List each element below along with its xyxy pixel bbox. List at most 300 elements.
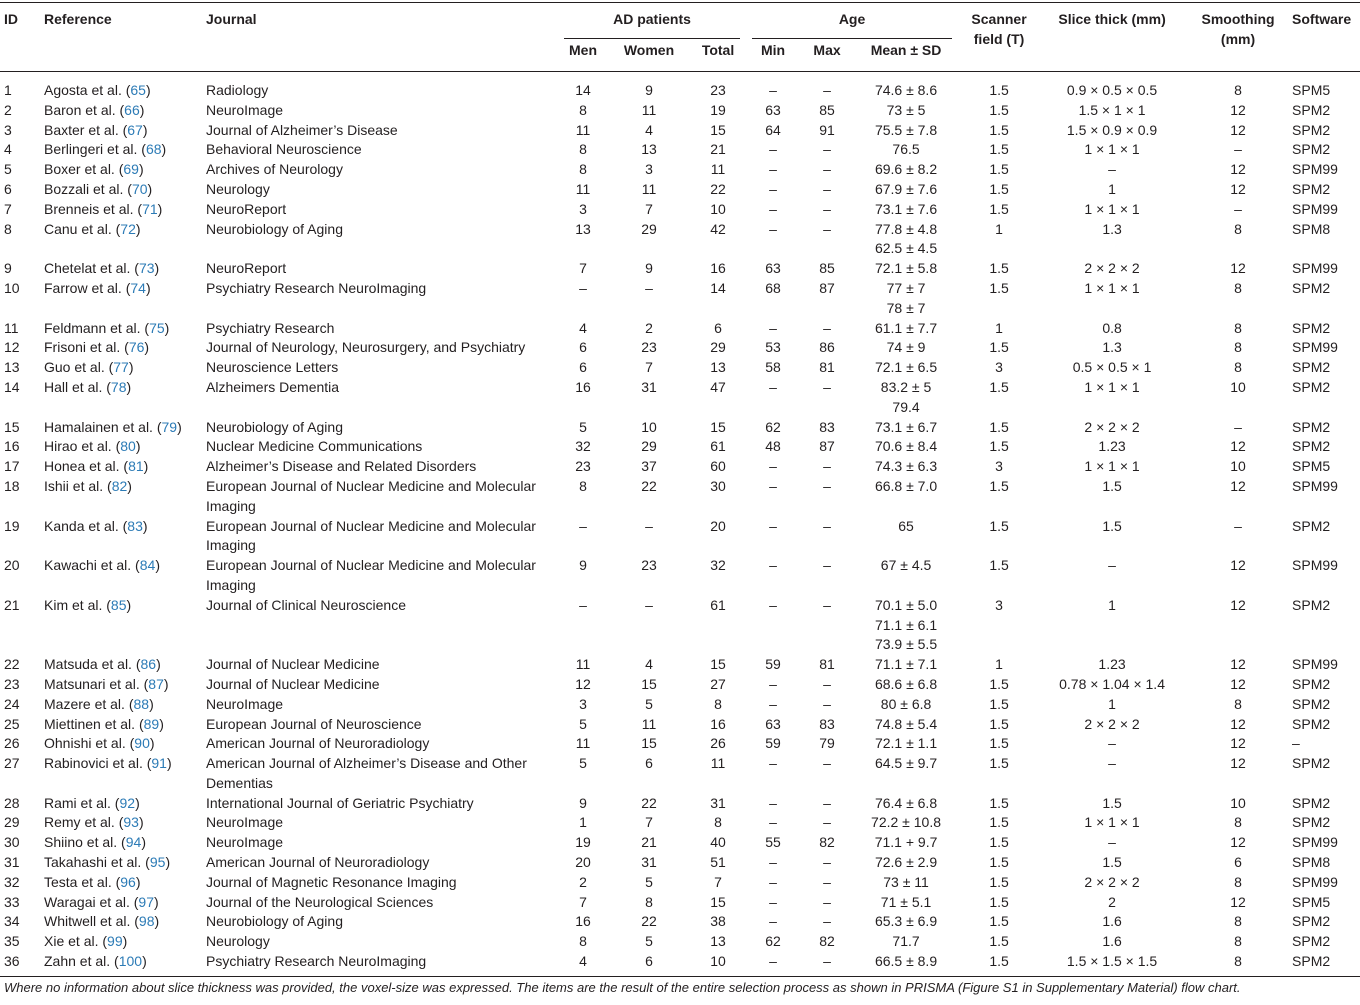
- cell-id: 21: [4, 596, 20, 613]
- cell-id: 14: [4, 378, 20, 395]
- cell-id: 11: [4, 319, 19, 336]
- table-row: [0, 952, 1360, 976]
- cell-slice-thick: 1.23: [1098, 438, 1126, 455]
- cell-age-min: –: [769, 477, 777, 494]
- cell-smoothing: 12: [1230, 180, 1246, 197]
- cell-total: 10: [710, 200, 726, 217]
- age-mean-line: 67 ± 4.5: [880, 557, 932, 574]
- cell-women: 9: [645, 82, 653, 98]
- table-row: [0, 279, 1360, 319]
- reference-number: 76: [128, 339, 145, 356]
- cell-journal: Psychiatry Research NeuroImaging: [206, 279, 427, 296]
- cell-age-min: –: [769, 458, 777, 475]
- cell-women: 4: [645, 121, 653, 138]
- reference-author: Xie et al.: [44, 933, 99, 950]
- cell-total: 13: [710, 933, 726, 950]
- cell-software: SPM99: [1292, 656, 1338, 673]
- cell-age-mean: [854, 655, 958, 675]
- cell-journal: [206, 556, 558, 596]
- cell-journal: Journal of Nuclear Medicine: [206, 656, 380, 673]
- reference-author: Hirao et al.: [44, 438, 112, 455]
- cell-age-min: 53: [765, 339, 781, 356]
- reference-author: Hall et al.: [44, 378, 103, 395]
- cell-reference: Testa et al. (96): [44, 873, 141, 890]
- table-row: [0, 734, 1360, 754]
- cell-reference: Baxter et al. (67): [44, 121, 148, 138]
- cell-scanner-field: 1.5: [989, 161, 1009, 178]
- cell-women: 6: [645, 755, 653, 772]
- reference-author: Bozzali et al.: [44, 180, 124, 197]
- reference-number: 85: [110, 596, 127, 613]
- cell-age-mean: [854, 893, 958, 913]
- journal-line: Imaging: [206, 576, 256, 593]
- cell-slice-thick: –: [1108, 161, 1116, 178]
- table-row: [0, 873, 1360, 893]
- cell-id: 22: [4, 656, 20, 673]
- reference-author: Brenneis et al.: [44, 200, 134, 217]
- cell-age-max: –: [823, 220, 831, 237]
- cell-men: 23: [575, 458, 591, 475]
- cell-id: 12: [4, 339, 20, 356]
- cell-smoothing: 8: [1184, 952, 1292, 976]
- cell-scanner-field: 1: [995, 656, 1003, 673]
- cell-slice-thick: 1: [1108, 596, 1116, 613]
- cell-men: 6: [579, 339, 587, 356]
- cell-men: 11: [575, 121, 591, 138]
- cell-women: 11: [641, 715, 657, 732]
- cell-id: 33: [4, 893, 20, 910]
- cell-software: SPM2: [1292, 952, 1360, 976]
- age-mean-line: 78 ± 7: [886, 299, 926, 316]
- reference-author: Farrow et al.: [44, 279, 122, 296]
- cell-men: 8: [579, 141, 587, 158]
- age-mean-line: 65: [898, 517, 914, 534]
- cell-age-min: –: [769, 200, 777, 217]
- cell-reference: Shiino et al. (94): [44, 834, 146, 851]
- reference-number: 93: [123, 814, 139, 831]
- cell-scanner-field: 1.5: [989, 260, 1009, 277]
- cell-total: 31: [710, 794, 726, 811]
- cell-software: SPM2: [1292, 378, 1331, 395]
- cell-scanner-field: 1.5: [989, 834, 1009, 851]
- cell-men: 32: [575, 438, 591, 455]
- reference-author: Ishii et al.: [44, 477, 104, 494]
- reference-author: Ohnishi et al.: [44, 735, 126, 752]
- cell-age-min: –: [769, 557, 777, 574]
- cell-scanner-field: 1.5: [958, 952, 1040, 976]
- cell-women: –: [645, 517, 653, 534]
- cell-slice-thick: 1 × 1 × 1: [1084, 200, 1140, 217]
- cell-smoothing: 8: [1234, 695, 1242, 712]
- table-row: [0, 932, 1360, 952]
- cell-total: 51: [710, 854, 726, 871]
- cell-slice-thick: 1 × 1 × 1: [1084, 458, 1140, 475]
- age-mean-line: 66.5 ± 8.9: [874, 953, 938, 970]
- cell-age-mean: [854, 200, 958, 220]
- cell-id: 17: [4, 458, 20, 475]
- cell-software: SPM2: [1292, 596, 1331, 613]
- reference-author: Hamalainen et al.: [44, 418, 153, 435]
- reference-number: 69: [123, 161, 139, 178]
- cell-age-max: 79: [819, 735, 835, 752]
- cell-slice-thick: 1.5: [1102, 794, 1122, 811]
- cell-reference: Feldmann et al. (75): [44, 319, 170, 336]
- cell-slice-thick: 2 × 2 × 2: [1084, 715, 1140, 732]
- cell-total: 47: [710, 378, 726, 395]
- cell-total: 30: [710, 477, 726, 494]
- cell-men: 19: [575, 834, 591, 851]
- cell-journal: Radiology: [206, 82, 269, 98]
- cell-reference: Ohnishi et al. (90): [44, 735, 155, 752]
- reference-author: Takahashi et al.: [44, 854, 142, 871]
- cell-id: 24: [4, 695, 20, 712]
- cell-age-min: –: [769, 854, 777, 871]
- cell-age-max: –: [823, 141, 831, 158]
- cell-total: 8: [714, 695, 722, 712]
- cell-age-min: –: [769, 675, 777, 692]
- cell-software: SPM2: [1292, 913, 1331, 930]
- cell-scanner-field: 1.5: [989, 735, 1009, 752]
- cell-age-max: –: [823, 794, 831, 811]
- reference-number: 98: [138, 913, 155, 930]
- cell-scanner-field: 1.5: [989, 794, 1009, 811]
- cell-age-mean: [854, 734, 958, 754]
- age-mean-line: 74.3 ± 6.3: [874, 458, 938, 475]
- journal-line: Imaging: [206, 537, 256, 554]
- header-age: [746, 0, 958, 39]
- cell-total: 38: [710, 913, 726, 930]
- cell-smoothing: 8: [1234, 82, 1242, 98]
- cell-reference: Chetelat et al. (73): [44, 260, 160, 277]
- cell-age-max: –: [800, 952, 854, 976]
- cell-slice-thick: 2: [1108, 893, 1116, 910]
- cell-age-mean: [854, 72, 958, 101]
- age-mean-line: 73.9 ± 5.5: [874, 636, 938, 653]
- cell-id: 20: [4, 557, 20, 574]
- cell-journal: Alzheimer’s Disease and Related Disorders: [206, 458, 477, 475]
- cell-scanner-field: 1.5: [989, 339, 1009, 356]
- cell-women: 15: [641, 735, 657, 752]
- table-row: [0, 517, 1360, 557]
- cell-id: 4: [4, 141, 12, 158]
- cell-id: 9: [4, 260, 12, 277]
- cell-age-min: 62: [765, 933, 781, 950]
- cell-age-min: –: [769, 82, 777, 98]
- reference-number: 92: [119, 794, 136, 811]
- cell-men: 11: [575, 180, 591, 197]
- cell-software: SPM99: [1292, 260, 1338, 277]
- cell-age-max: 81: [819, 656, 835, 673]
- reference-author: Guo et al.: [44, 359, 105, 376]
- cell-slice-thick: 1: [1108, 180, 1116, 197]
- cell-age-mean: [854, 833, 958, 853]
- journal-line: European Journal of Nuclear Medicine and Molecular: [206, 477, 536, 494]
- cell-smoothing: 10: [1230, 794, 1246, 811]
- cell-slice-thick: 1.6: [1102, 913, 1122, 930]
- cell-age-max: –: [823, 893, 831, 910]
- cell-slice-thick: 0.9 × 0.5 × 0.5: [1066, 82, 1158, 98]
- cell-women: 9: [645, 260, 653, 277]
- cell-journal: Neuroscience Letters: [206, 359, 339, 376]
- reference-author: Baxter et al.: [44, 121, 119, 138]
- header-ad-patients: [558, 0, 746, 39]
- cell-slice-thick: –: [1108, 834, 1116, 851]
- cell-smoothing: 8: [1234, 814, 1242, 831]
- cell-women: 7: [645, 359, 653, 376]
- age-mean-line: 72.6 ± 2.9: [874, 854, 938, 871]
- cell-women: 7: [645, 200, 653, 217]
- header-men: Men: [558, 39, 608, 72]
- cell-software: SPM2: [1292, 141, 1331, 158]
- cell-men: –: [579, 279, 587, 296]
- cell-age-max: 87: [819, 438, 835, 455]
- cell-slice-thick: 1.5 × 1 × 1: [1078, 101, 1146, 118]
- cell-total: 11: [710, 161, 726, 178]
- journal-line: European Journal of Nuclear Medicine and Molecular: [206, 557, 536, 574]
- cell-age-mean: [854, 378, 958, 418]
- cell-id: 31: [4, 854, 20, 871]
- cell-software: SPM2: [1292, 755, 1331, 772]
- cell-software: SPM5: [1292, 82, 1331, 98]
- cell-slice-thick: 1.5: [1102, 854, 1122, 871]
- age-mean-line: 77.8 ± 4.8: [874, 220, 938, 237]
- cell-journal: Alzheimers Dementia: [206, 378, 340, 395]
- age-mean-line: 70.6 ± 8.4: [874, 438, 938, 455]
- cell-software: SPM2: [1292, 517, 1331, 534]
- cell-reference: Baron et al. (66): [44, 101, 145, 118]
- table-row: [0, 418, 1360, 438]
- cell-total: 8: [714, 814, 722, 831]
- cell-age-mean: [854, 338, 958, 358]
- cell-age-mean: [854, 556, 958, 596]
- cell-reference: Xie et al. (99): [44, 933, 128, 950]
- cell-journal: American Journal of Neuroradiology: [206, 735, 430, 752]
- cell-scanner-field: 1.5: [989, 913, 1009, 930]
- table-row: [0, 101, 1360, 121]
- table-row: [0, 477, 1360, 517]
- cell-id: 36: [0, 952, 44, 976]
- cell-smoothing: 12: [1230, 656, 1246, 673]
- cell-reference: Zahn et al. (100): [44, 952, 206, 976]
- cell-slice-thick: 0.5 × 0.5 × 1: [1072, 359, 1152, 376]
- cell-scanner-field: 1.5: [989, 200, 1009, 217]
- cell-age-min: 58: [765, 359, 781, 376]
- header-journal: Journal: [206, 0, 558, 72]
- table-row: [0, 596, 1360, 655]
- table-row: [0, 754, 1360, 794]
- cell-age-max: 82: [819, 933, 835, 950]
- cell-total: 14: [710, 279, 726, 296]
- table-row: [0, 259, 1360, 279]
- cell-reference: Hall et al. (78): [44, 378, 132, 395]
- cell-age-min: 59: [765, 656, 781, 673]
- cell-smoothing: –: [1234, 418, 1242, 435]
- cell-id: 7: [4, 200, 12, 217]
- cell-smoothing: 12: [1230, 735, 1246, 752]
- cell-reference: Rami et al. (92): [44, 794, 140, 811]
- cell-smoothing: 12: [1230, 161, 1246, 178]
- cell-journal: International Journal of Geriatric Psychiatry: [206, 794, 474, 811]
- table-row: [0, 200, 1360, 220]
- cell-age-mean: [854, 853, 958, 873]
- cell-journal: [206, 517, 558, 557]
- cell-software: SPM2: [1292, 933, 1331, 950]
- journal-line: Dementias: [206, 774, 273, 791]
- cell-scanner-field: 1.5: [989, 477, 1009, 494]
- table-row: [0, 893, 1360, 913]
- cell-slice-thick: 1 × 1 × 1: [1084, 814, 1140, 831]
- cell-id: 32: [4, 873, 20, 890]
- cell-age-min: –: [769, 873, 777, 890]
- journal-line: Imaging: [206, 497, 256, 514]
- cell-men: 9: [579, 557, 587, 574]
- reference-number: 100: [118, 953, 143, 970]
- cell-total: 22: [710, 180, 726, 197]
- cell-men: 16: [575, 913, 591, 930]
- cell-slice-thick: 1: [1108, 695, 1116, 712]
- cell-reference: Agosta et al. (65): [44, 82, 151, 98]
- reference-author: Rami et al.: [44, 794, 111, 811]
- cell-journal: Neurology: [206, 933, 270, 950]
- age-mean-line: 75.5 ± 7.8: [874, 121, 938, 138]
- cell-software: SPM2: [1292, 359, 1331, 376]
- cell-age-max: –: [823, 873, 831, 890]
- cell-software: SPM2: [1292, 695, 1331, 712]
- table-row: [0, 794, 1360, 814]
- cell-men: 2: [579, 873, 587, 890]
- cell-women: 37: [641, 458, 657, 475]
- cell-journal: NeuroReport: [206, 200, 287, 217]
- cell-smoothing: 12: [1230, 260, 1246, 277]
- cell-men: 13: [575, 220, 591, 237]
- age-mean-line: 71 ± 5.1: [880, 893, 932, 910]
- cell-id: 35: [4, 933, 20, 950]
- age-mean-line: 65.3 ± 6.9: [874, 913, 938, 930]
- reference-number: 96: [120, 873, 136, 890]
- cell-men: 11: [575, 656, 591, 673]
- cell-id: 18: [4, 477, 20, 494]
- reference-number: 86: [140, 656, 157, 673]
- cell-journal: Journal of Neurology, Neurosurgery, and Psychiatry: [206, 339, 526, 356]
- cell-software: SPM2: [1292, 418, 1331, 435]
- cell-age-mean: [854, 695, 958, 715]
- cell-id: 10: [4, 279, 20, 296]
- reference-number: 80: [120, 438, 136, 455]
- cell-smoothing: 8: [1234, 913, 1242, 930]
- cell-slice-thick: 1 × 1 × 1: [1084, 141, 1140, 158]
- cell-slice-thick: 2 × 2 × 2: [1084, 418, 1140, 435]
- cell-age-min: –: [769, 220, 777, 237]
- cell-scanner-field: 1.5: [989, 101, 1009, 118]
- cell-men: 8: [579, 161, 587, 178]
- cell-scanner-field: 3: [995, 359, 1003, 376]
- cell-scanner-field: 1.5: [989, 873, 1009, 890]
- cell-age-max: –: [823, 180, 831, 197]
- cell-scanner-field: 1.5: [989, 82, 1009, 98]
- age-mean-line: 77 ± 7: [886, 279, 926, 296]
- cell-women: 6: [608, 952, 690, 976]
- table-row: [0, 695, 1360, 715]
- cell-age-min: –: [769, 794, 777, 811]
- cell-id: 23: [4, 675, 20, 692]
- age-mean-line: 71.1 ± 6.1: [874, 616, 938, 633]
- cell-smoothing: 8: [1234, 933, 1242, 950]
- cell-age-mean: [854, 952, 958, 976]
- table-row: [0, 655, 1360, 675]
- header-id: ID: [0, 0, 44, 72]
- table-row: [0, 160, 1360, 180]
- cell-age-min: 63: [765, 260, 781, 277]
- cell-men: 5: [579, 715, 587, 732]
- cell-men: 4: [558, 952, 608, 976]
- cell-men: 14: [575, 82, 591, 98]
- age-mean-line: 70.1 ± 5.0: [874, 596, 938, 613]
- table-row: [0, 715, 1360, 735]
- cell-reference: Kawachi et al. (84): [44, 557, 160, 574]
- cell-slice-thick: 2 × 2 × 2: [1084, 260, 1140, 277]
- cell-age-max: –: [823, 200, 831, 217]
- cell-smoothing: 12: [1230, 438, 1246, 455]
- cell-age-mean: [854, 675, 958, 695]
- cell-journal: American Journal of Neuroradiology: [206, 854, 430, 871]
- cell-total: 19: [710, 101, 726, 118]
- cell-software: SPM99: [1292, 477, 1338, 494]
- cell-women: 21: [641, 834, 657, 851]
- cell-age-max: –: [823, 695, 831, 712]
- cell-total: 32: [710, 557, 726, 574]
- cell-total: 16: [710, 260, 726, 277]
- cell-women: 11: [641, 101, 657, 118]
- cell-slice-thick: 1.5: [1102, 517, 1122, 534]
- cell-age-min: –: [769, 755, 777, 772]
- cell-reference: Remy et al. (93): [44, 814, 144, 831]
- cell-age-min: –: [769, 517, 777, 534]
- reference-number: 81: [128, 458, 144, 475]
- age-mean-line: 79.4: [892, 398, 920, 415]
- age-mean-line: 62.5 ± 4.5: [874, 240, 938, 257]
- cell-reference: Guo et al. (77): [44, 359, 134, 376]
- cell-scanner-field: 1.5: [989, 378, 1009, 395]
- cell-slice-thick: 1.3: [1102, 220, 1122, 237]
- cell-total: 13: [710, 359, 726, 376]
- reference-number: 75: [149, 319, 165, 336]
- cell-women: –: [645, 596, 653, 613]
- cell-id: 3: [4, 121, 12, 138]
- reference-number: 83: [127, 517, 143, 534]
- cell-reference: Rabinovici et al. (91): [44, 755, 172, 772]
- cell-scanner-field: 1: [995, 220, 1003, 237]
- cell-scanner-field: 3: [995, 458, 1003, 475]
- age-mean-line: 67.9 ± 7.6: [874, 180, 938, 197]
- cell-total: 40: [710, 834, 726, 851]
- cell-age-min: 48: [765, 438, 781, 455]
- cell-age-mean: [854, 932, 958, 952]
- cell-journal: NeuroImage: [206, 814, 284, 831]
- cell-journal: Nuclear Medicine Communications: [206, 438, 423, 455]
- cell-age-max: –: [823, 477, 831, 494]
- cell-age-mean: [854, 319, 958, 339]
- cell-age-min: 59: [765, 735, 781, 752]
- cell-slice-thick: 1 × 1 × 1: [1084, 279, 1140, 296]
- reference-author: Miettinen et al.: [44, 715, 136, 732]
- reference-number: 65: [130, 82, 146, 98]
- cell-age-min: 62: [765, 418, 781, 435]
- reference-author: Shiino et al.: [44, 834, 118, 851]
- age-mean-line: 73 ± 11: [883, 873, 929, 890]
- cell-age-min: –: [769, 141, 777, 158]
- cell-smoothing: 12: [1230, 477, 1246, 494]
- cell-slice-thick: –: [1108, 557, 1116, 574]
